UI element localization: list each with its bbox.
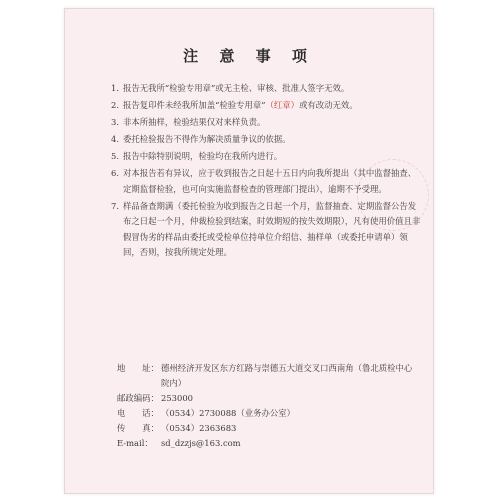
fax-row [117,421,417,436]
item-text-pre: 报告复印件未经我所加盖“检验专用章” [123,100,266,110]
address-row [117,361,417,391]
email-row [117,436,417,451]
item-text-post: 或有改动无效。 [299,100,358,110]
phone-row [117,406,417,421]
item-text: 样品备查期满（委托检验为收到报告之日起一个月，监督抽查、定期监督公告发布之日起一个月，仲裁检验到结案，时效期短的按失效期限），凡有使用价值且非假冒伪劣的样品由委托或受检单位持单位介绍信、抽样单（或委托申请单）领回，否则，按我所规定处理。 [123,200,421,257]
email-value[interactable]: sd_dzzjs@163.com [161,438,241,448]
red-stamp-note: （红章） [265,100,300,110]
item-text [123,98,421,114]
postcode-label: 邮政编码： [117,393,159,403]
item-text: 报告无我所“检验专用章”或无主检、审核、批准人签字无效。 [123,83,350,93]
email-label: E-mail： [117,438,153,448]
page-title: 注 意 事 项 [183,47,315,65]
postcode-row [117,391,417,406]
item-number: 2. [111,100,119,110]
item-number: 7. [111,200,119,211]
list-item [111,166,421,197]
postcode-value: 253000 [161,393,193,403]
list-item [111,132,421,148]
item-number: 6. [111,168,119,178]
list-item [111,199,421,261]
list-item [111,115,421,131]
address-label: 地 址： [117,363,159,373]
fax-value: （0534）2363683 [161,423,237,433]
item-text: 报告中除特别说明，检验均在我所内进行。 [123,151,283,161]
notice-list [111,81,421,262]
list-item [111,81,421,97]
address-value: 德州经济开发区东方红路与崇德五大道交叉口西南角（鲁北质检中心院内） [161,363,413,388]
item-number: 5. [111,151,119,161]
item-text: 委托检验报告不得作为解决质量争议的依据。 [123,134,291,144]
list-item [111,98,421,114]
phone-label: 电 话： [117,408,159,418]
item-number: 4. [111,134,119,144]
phone-value: （0534）2730088（业务办公室） [161,408,295,418]
item-text: 非本所抽样，检验结果仅对来样负责。 [123,117,266,127]
item-text: 对本报告若有异议，应于收到报告之日起十五日内向我所提出（其中监督抽查、定期监督检验，也可向实施监督检查的管理部门提出），逾期不予受理。 [123,168,417,194]
document-page [64,8,434,494]
item-number: 1. [111,83,119,93]
list-item [111,149,421,165]
item-number: 3. [111,117,119,127]
contact-info [117,361,417,451]
fax-label: 传 真： [117,423,159,433]
